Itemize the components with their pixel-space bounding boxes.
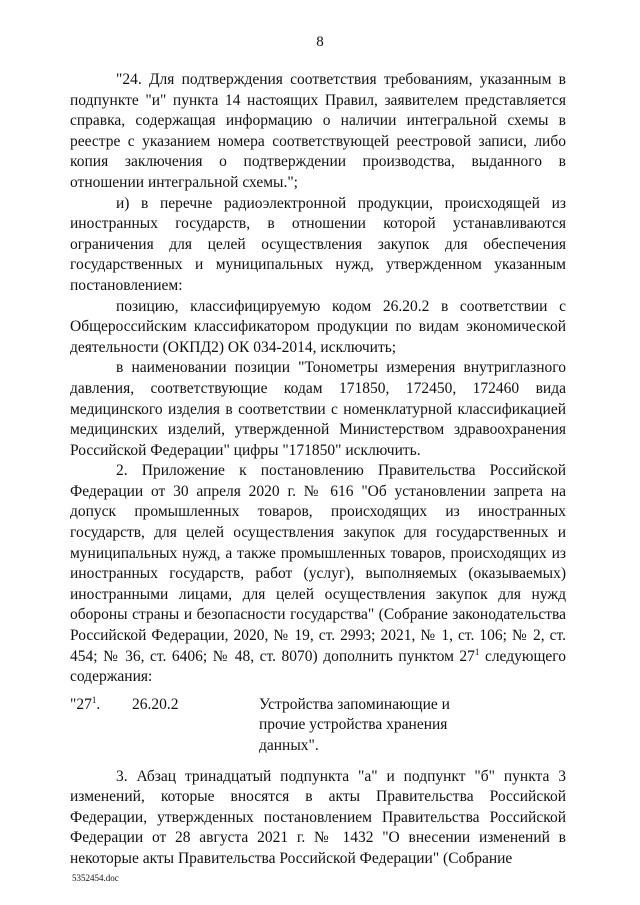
superscript-index: 1: [474, 646, 480, 657]
paragraph-tonometers: в наименовании позиции "Тонометры измерения внутриглазного давления, соответствующие кодам 171850, 172450, 172460 вида медицинского изделия в соответствии с номенклатурной классификацией медицинских изделий, утвержденной Министерством здравоохранения Российской Федерации" цифры "171850" исключить.: [70, 359, 566, 459]
page-number: 8: [316, 34, 324, 50]
row-number-tail: .: [96, 695, 101, 713]
paragraph-position-exclude: позицию, классифицируемую кодом 26.20.2 в соответствии с Общероссийским классификатором продукции по видам экономической деятельности (ОКПД2) ОК 034-2014, исключить;: [70, 297, 566, 356]
row-name: Устройства запоминающие и прочие устройства хранения данных".: [259, 695, 450, 754]
inserted-table-row: [70, 695, 566, 757]
paragraph-appendix-tail: следующего содержания:: [70, 647, 566, 686]
document-body: [70, 70, 566, 870]
paragraph-item-24: "24. Для подтверждения соответствия требованиям, указанным в подпункте "и" пункта 14 настоящих Правил, заявителем представляется справка, содержащая информацию о наличии интегральной схемы в реестре с указанием номера соответствующей реестровой записи, либо копия заключения о подтверждении производства, выданного в отношении интегральной схемы.";: [70, 71, 566, 191]
row-number-main: "27: [70, 695, 92, 713]
file-name-footer: 5352454.doc: [72, 873, 119, 883]
row-number: [70, 695, 132, 757]
paragraph-appendix-text: 2. Приложение к постановлению Правительства Российской Федерации от 30 апреля 2020 г. № 616 "Об установлении запрета на допуск промышленных товаров, происходящих из иностранных государств, для целей осуществления закупок для государственных и муниципальных нужд, а также промышленных товаров, происходящих из иностранных государств, работ (услуг), выполняемых (оказываемых) иностранными лицами, для целей осуществления закупок для нужд обороны страны и безопасности государства" (Собрание законодательства Российской Федерации, 2020, № 19, ст. 2993; 2021, № 1, ст. 106; № 2, ст. 454; № 36, ст. 6406; № 48, ст. 8070) дополнить пунктом 27: [70, 462, 566, 665]
paragraph-subitem-i: и) в перечне радиоэлектронной продукции, происходящей из иностранных государств, в отношении которой устанавливаются ограничения для целей осуществления закупок для обеспечения государственных и муниципальных нужд, утвержденном указанным постановлением:: [70, 194, 566, 294]
paragraph-appendix-616: [70, 461, 566, 688]
row-code: 26.20.2: [132, 695, 179, 713]
row-number-sup: 1: [91, 694, 97, 705]
paragraph-item-3: 3. Абзац тринадцатый подпункта "а" и подпункт "б" пункта 3 изменений, которые вносятся в акты Правительства Российской Федерации, утвержденных постановлением Правительства Российской Федерации от 28 августа 2021 г. № 1432 "О внесении изменений в некоторые акты Правительства Российской Федерации" (Собрание: [70, 767, 566, 867]
